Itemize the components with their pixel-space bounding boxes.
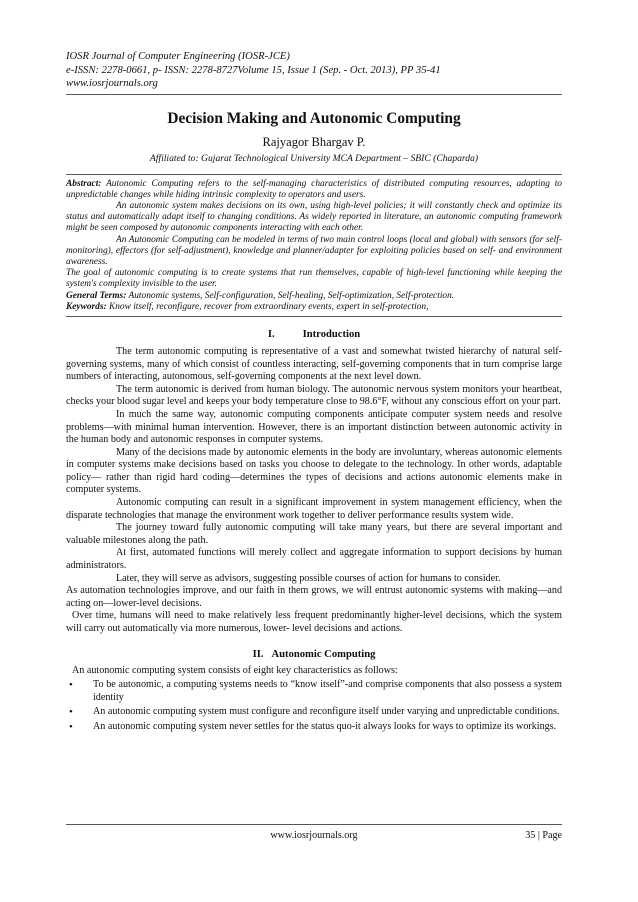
abstract-p1: Autonomic Computing refers to the self-managing characteristics of distributed computing resources, adapting to unpredictable changes while hiding intrinsic complexity to operators and users. (66, 178, 562, 200)
bullet-icon: • (69, 720, 73, 733)
header-rule (66, 94, 562, 95)
section-1-title: Introduction (302, 328, 361, 340)
list-item (66, 721, 562, 734)
paper-page (66, 50, 562, 734)
abstract-label: Abstract: (66, 178, 102, 189)
section-2-heading (66, 648, 562, 661)
list-item-text: An autonomic computing system never settles for the status quo-it always looks for ways to optimize its workings. (93, 720, 557, 732)
paragraph: The term autonomic is derived from human biology. The autonomic nervous system monitors your heartbeat, checks your blood sugar level and keeps your body temperature close to 98.6°F, without any conscious effort on your part. (66, 383, 562, 408)
abstract-block (66, 175, 562, 316)
paragraph: Later, they will serve as advisors, suggesting possible courses of action for humans to consider. (116, 572, 501, 584)
list-item-text: To be autonomic, a computing systems needs to “know itself”-and comprise components that also possess a system identity (93, 679, 562, 703)
abstract-p4: The goal of autonomic computing is to create systems that run themselves, capable of high-level functioning while keeping the system's complexity invisible to the user. (66, 268, 562, 290)
characteristics-list (66, 679, 562, 733)
journal-name: IOSR Journal of Computer Engineering (IOSR-JCE) (66, 51, 290, 62)
paragraph: As automation technologies improve, and our faith in them grows, we will entrust autonomic systems with making—and acting on—lower-level decisions. (66, 585, 562, 609)
page-footer (66, 824, 562, 841)
bullet-icon: • (69, 706, 73, 719)
general-terms-label: General Terms: (66, 290, 127, 301)
keywords-label: Keywords: (66, 301, 107, 312)
abstract-bottom-rule (66, 316, 562, 317)
list-item-text: An autonomic computing system must configure and reconfigure itself under varying and unpredictable conditions. (93, 706, 560, 718)
general-terms: Autonomic systems, Self-configuration, Self-healing, Self-optimization, Self-protection. (126, 290, 455, 301)
journal-issn: e-ISSN: 2278-0661, p- ISSN: 2278-8727Volume 15, Issue 1 (Sep. - Oct. 2013), PP 35-41 (66, 64, 441, 76)
paragraph: The term autonomic computing is representative of a vast and somewhat twisted hierarchy of natural self-governing systems, many of which consist of countless interacting, self-governing components that in turn comprise large numbers of interacting, autonomous, self-governing components at the next level down. (66, 345, 562, 383)
footer-site: www.iosrjournals.org (270, 830, 358, 841)
section-2-intro: An autonomic computing system consists of eight key characteristics as follows: (72, 664, 398, 676)
paragraph: Autonomic computing can result in a significant improvement in system management efficiency, when the disparate technologies that manage the environment work together to deliver performance results system wide. (66, 497, 562, 521)
author-name: Rajyagor Bhargav P. (262, 134, 366, 149)
section-1-body (66, 346, 562, 636)
list-item (66, 706, 562, 719)
paragraph: In much the same way, autonomic computing components anticipate computer system needs and resolve problems—with minimal human intervention. However, there is an important distinction between autonomic activity in the human body and autonomic responses in computer systems. (66, 408, 562, 446)
page-number: 35 | Page (525, 830, 562, 841)
section-1-number: I. (267, 328, 275, 340)
list-item (66, 679, 562, 704)
paragraph: Many of the decisions made by autonomic elements in the body are involuntary, whereas autonomic elements in computer systems make decisions based on tasks you choose to delegate to the technology. In other words, adaptable policy— rather than rigid hard coding—determines the types of decisions and actions autonomic elements make in computer systems. (66, 446, 562, 496)
paragraph: The journey toward fully autonomic computing will take many years, but there are several important and valuable milestones along the path. (66, 522, 562, 546)
journal-header (66, 50, 562, 91)
paragraph: At first, automated functions will merely collect and aggregate information to support decisions by human administrators. (66, 547, 562, 572)
section-1-heading (66, 328, 562, 341)
bullet-icon: • (69, 679, 73, 692)
section-2-number: II. (252, 648, 264, 660)
author-affiliation: Affiliated to: Gujarat Technological University MCA Department – SBIC (Chaparda) (149, 152, 479, 164)
abstract-p3: An Autonomic Computing can be modeled in terms of two main control loops (local and global) with sensors (for self-monitoring), effectors (for self-adjustment), knowledge and planner/adapter for exploiting policies based on self- and environment awareness. (66, 234, 562, 267)
paper-title: Decision Making and Autonomic Computing (167, 109, 461, 127)
abstract-p2: An autonomic system makes decisions on its own, using high-level policies; it will constantly check and optimize its status and automatically adapt itself to changing conditions. As widely reported in literature, an autonomic computing framework might be seen composed by autonomic components interacting with each other. (66, 200, 562, 234)
journal-url: www.iosrjournals.org (66, 78, 158, 89)
keywords: Know itself, reconfigure, recover from extraordinary events, expert in self-protection, (106, 301, 429, 312)
section-2-title: Autonomic Computing (271, 648, 376, 660)
paragraph: Over time, humans will need to make relatively less frequent predominantly higher-level decisions, which the system will carry out automatically via more numerous, lower- level decisions and actions. (66, 610, 562, 634)
